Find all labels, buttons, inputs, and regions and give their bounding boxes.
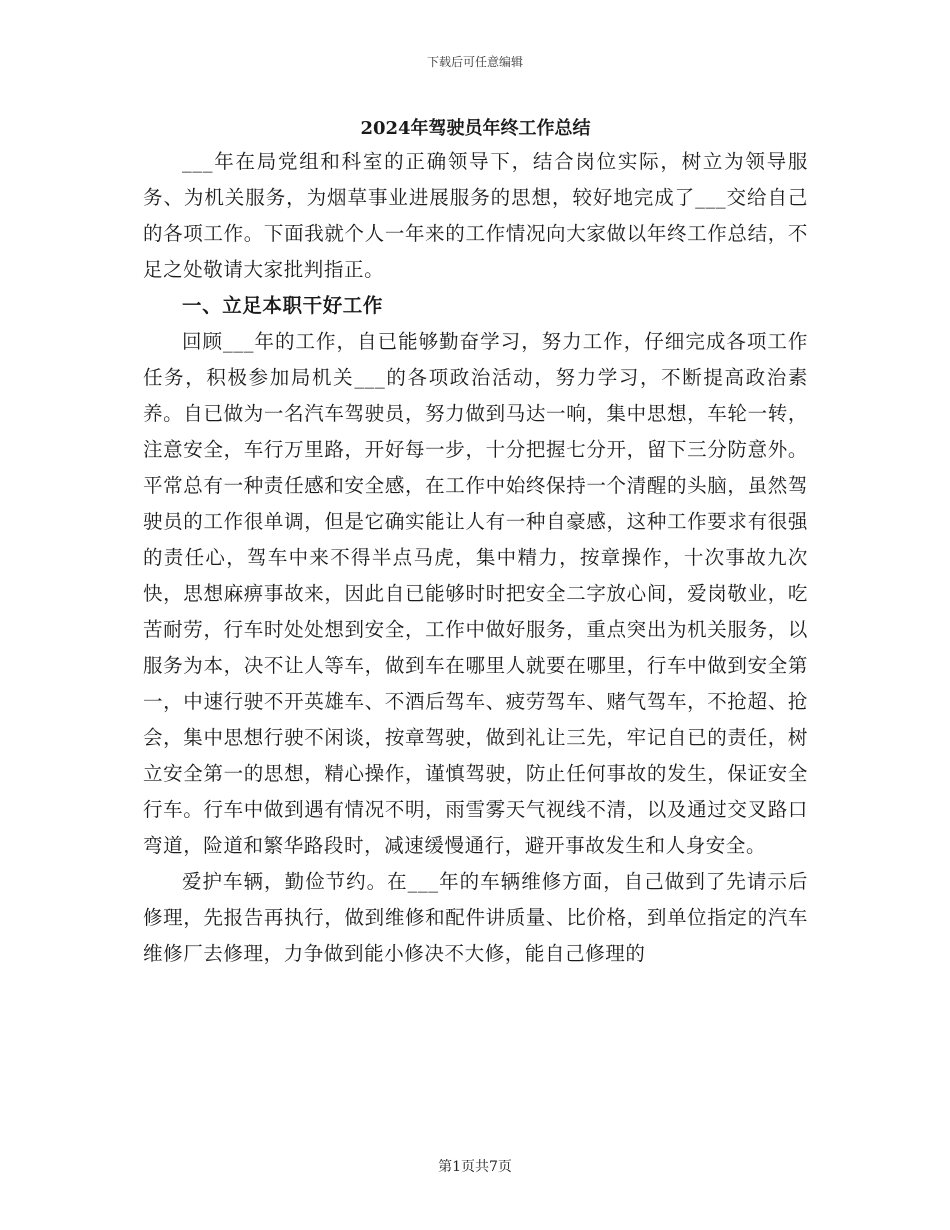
section-heading: 一、立足本职干好工作 (182, 294, 384, 317)
document-title: 2024年驾驶员年终工作总结 (360, 118, 591, 139)
body-paragraph: 爱护车辆，勤俭节约。在___年的车辆维修方面，自己做到了先请示后修理，先报告再执行，做到维修和配件讲质量、比价格，到单位指定的汽车维修厂去修理，力争做到能小修决不大修，能自己修理的 (143, 870, 808, 965)
header-note: 下载后可任意编辑 (426, 55, 523, 69)
page-number: 第1页共7页 (438, 1159, 512, 1175)
body-paragraph: 回顾___年的工作，自已能够勤奋学习，努力工作，仔细完成各项工作任务，积极参加局机关___的各项政治活动，努力学习，不断提高政治素养。自已做为一名汽车驾驶员，努力做到马达一响，集中思想，车轮一转，注意安全，车行万里路，开好每一步，十分把握七分开，留下三分防意外。平常总有一种责任感和安全感，在工作中始终保持一个清醒的头脑，虽然驾驶员的工作很单调，但是它确实能让人有一种自豪感，这种工作要求有很强的责任心，驾车中来不得半点马虎，集中精力，按章操作，十次事故九次快，思想麻痹事故来，因此自已能够时时把安全二字放心间，爱岗敬业，吃苦耐劳，行车时处处想到安全，工作中做好服务，重点突出为机关服务，以服务为本，决不让人等车，做到车在哪里人就要在哪里，行车中做到安全第一，中速行驶不开英雄车、不酒后驾车、疲劳驾车、赌气驾车，不抢超、抢会，集中思想行驶不闲谈，按章驾驶，做到礼让三先，牢记自已的责任，树立安全第一的思想，精心操作，谨慎驾驶，防止任何事故的发生，保证安全行车。行车中做到遇有情况不明，雨雪雾天气视线不清，以及通过交叉路口弯道，险道和繁华路段时，减速缓慢通行，避开事故发生和人身安全。 (143, 330, 808, 857)
intro-paragraph: ___年在局党组和科室的正确领导下，结合岗位实际，树立为领导服务、为机关服务，为烟草事业进展服务的思想，较好地完成了___交给自己的各项工作。下面我就个人一年来的工作情况向大家做以年终工作总结，不足之处敬请大家批判指正。 (143, 150, 808, 281)
document-body (143, 114, 808, 972)
